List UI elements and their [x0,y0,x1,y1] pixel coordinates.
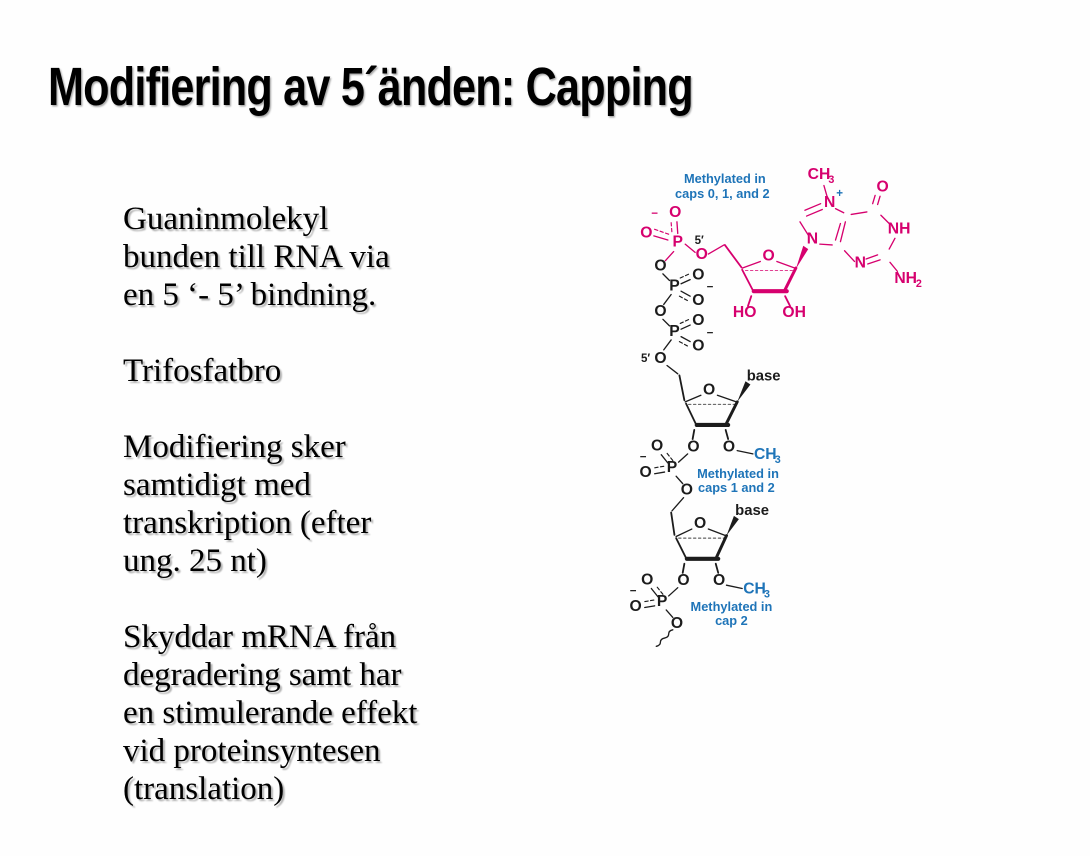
hydroxyl-label: OH [782,303,806,321]
oxygen-atom: O [692,266,705,284]
amino-group-label: NH [894,269,918,287]
annotation-cap1-line2: caps 1 and 2 [697,479,775,495]
text-line: Trifosfatbro [123,353,282,389]
ring-oxygen-atom: O [693,515,707,533]
m7g-ribose-bonds [742,261,796,306]
minus-charge: − [651,207,659,220]
text-line: transkription (efter [123,505,372,541]
methyl-subscript: 3 [763,588,770,601]
text-line: (translation) [123,771,285,807]
text-line: Guaninmolekyl [123,201,329,237]
text-line: en 5 ‘- 5’ bindning. [123,277,377,313]
minus-charge: − [639,451,647,464]
oxygen-atom: O [654,350,667,368]
methyl-subscript: 3 [774,453,781,466]
oxygen-atom: O [670,615,684,633]
n3-nitrogen-atom: N [854,254,866,272]
oxygen-atom: O [641,571,654,589]
annotation-cap1-line1: Methylated in [697,465,779,481]
oxygen-atom: O [722,438,736,456]
text-line: degradering samt har [123,657,402,693]
base-label: base [735,503,770,520]
slide-title-text: Modifiering av 5´änden: Capping [48,57,693,117]
minus-charge: − [706,281,714,294]
methyl-group-label: CH [743,580,766,598]
oxygen-atom: O [669,203,682,221]
glycosidic-bond-wedge [796,246,808,269]
oxygen-atom: O [651,437,664,455]
bridge-oxygen-atom: O [654,257,667,275]
minus-charge: − [706,327,714,340]
methyl-group-label: CH [753,445,777,463]
text-line: Skyddar mRNA från [123,619,397,655]
gamma-phosphorus-atom: P [669,322,680,340]
amino-subscript: 2 [915,278,922,291]
text-line: en stimulerande effekt [123,695,418,731]
positive-charge: + [836,188,843,201]
oxygen-atom: O [692,312,705,330]
chain-continuation-squiggle [656,630,673,647]
phosphorus-atom: P [666,459,678,477]
cap-structure-svg [615,150,1090,790]
hydroxyl-label: HO [732,303,757,321]
bridge-oxygen-atom: O [654,302,667,320]
paragraph-triphosphate [123,352,553,390]
oxygen-atom: O [695,246,708,264]
annotation-cap2-line1: Methylated in [690,598,773,614]
paragraph-protection [123,618,553,808]
beta-phosphorus-atom: P [669,277,680,295]
methyl-subscript: 3 [828,174,835,187]
oxygen-atom: O [712,572,726,590]
phosphorus-atom: P [672,233,683,251]
guanine-ring-bonds [800,186,897,272]
n9-nitrogen-atom: N [806,230,819,248]
oxygen-atom: O [692,292,705,310]
oxygen-atom: O [629,597,642,615]
five-prime-label: 5′ [640,353,651,366]
phosphorus-atom: P [656,592,668,610]
oxygen-atom: O [680,481,693,499]
body-text [123,200,553,846]
annotation-cap0-line1: Methylated in [683,171,766,187]
text-line: samtidigt med [123,467,311,503]
five-prime-label: 5′ [694,235,704,248]
text-line: Modifiering sker [123,429,346,465]
base-label: base [746,368,781,385]
annotation-cap2-line2: cap 2 [715,612,748,628]
carbonyl-oxygen-atom: O [876,178,889,196]
paragraph-guanine [123,200,553,314]
n7-nitrogen-atom: N [824,193,836,211]
n1-nh-label: NH [887,220,911,238]
text-line: bunden till RNA via [123,239,390,275]
oxygen-atom: O [692,337,705,355]
ring-oxygen-atom: O [703,381,716,399]
oxygen-atom: O [677,572,690,590]
oxygen-atom: O [687,438,700,456]
minus-charge: − [629,585,637,598]
slide-title [48,56,854,118]
text-line: ung. 25 nt) [123,543,267,579]
cap-structure-diagram [615,150,1090,790]
paragraph-modification [123,428,553,580]
text-line: vid proteinsyntesen [123,733,381,769]
methyl-group-label: CH [807,165,831,183]
annotation-cap0-line2: caps 0, 1, and 2 [675,185,770,201]
oxygen-atom: O [639,464,652,482]
ring-oxygen-atom: O [762,247,775,265]
oxygen-atom: O [640,224,653,242]
